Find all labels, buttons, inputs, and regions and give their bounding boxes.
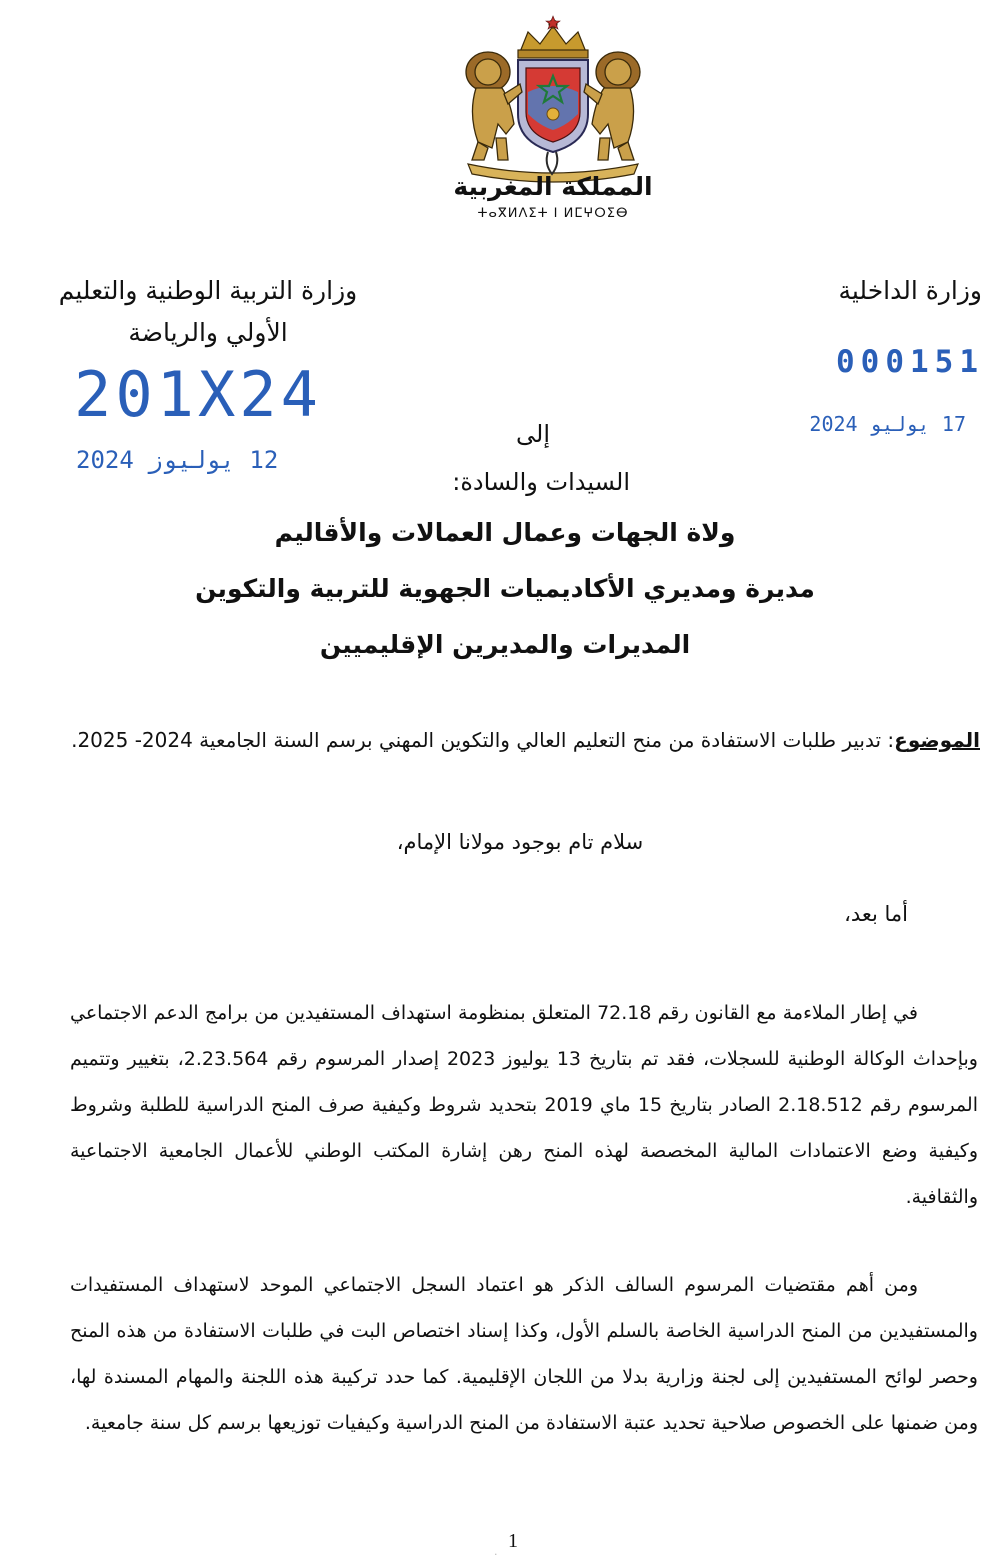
opening-phrase: أما بعد،	[844, 902, 908, 926]
ministry-education-line2: الأولي والرياضة	[128, 318, 288, 347]
greeting: سلام تام بوجود مولانا الإمام،	[396, 830, 644, 854]
stamp-date-right-day: 17	[941, 412, 966, 436]
stamp-date-left-year: 2024	[76, 446, 134, 474]
stamp-date-right-month: يوليو	[869, 412, 930, 436]
paragraph-1	[70, 990, 978, 1220]
addressee-to: إلى	[516, 420, 550, 448]
page-number: 1	[508, 1530, 518, 1552]
subject-label: الموضوع	[894, 728, 980, 752]
kingdom-name-arabic: المملكة المغربية	[453, 172, 653, 201]
ministry-education-line1: وزارة التربية الوطنية والتعليم	[58, 276, 358, 305]
reference-number-left: 201X24	[74, 358, 322, 431]
kingdom-name-tifinagh: ⵜⴰⴳⵍⴷⵉⵜ ⵏ ⵍⵎⵖⵔⵉⴱ	[477, 206, 629, 221]
reference-number-right: 000151	[836, 344, 984, 380]
stamp-date-left-month: يوليوز	[148, 446, 235, 474]
addressee-line-3: المديرات والمديرين الإقليميين	[319, 630, 691, 659]
stamp-date-right	[809, 412, 966, 436]
stamp-date-right-year: 2024	[809, 412, 858, 436]
stamp-date-left-day: 12	[249, 446, 279, 474]
addressee-salutation: السيدات والسادة:	[452, 468, 630, 496]
ministry-education	[48, 270, 368, 354]
paragraph-2-text: ومن أهم مقتضيات المرسوم السالف الذكر هو اعتماد السجل الاجتماعي الموحد لاستهداف المستفيدات والمستفيدين من المنح الدراسية الخاصة بالسلم الأول، وكذا إسناد اختصاص البت في طلبات الاستفادة من هذه المنح وحصر لوائح المستفيدين إلى لجنة وزارية بدلا من اللجان الإقليمية. كما حدد تركيبة هذه اللجنة والمهام المسندة لها، ومن ضمنها على الخصوص صلاحية تحديد عتبة الاستفادة من المنح الدراسية وكيفيات توزيعها برسم كل سنة جامعية.	[70, 1274, 978, 1434]
addressee-line-2: مديرة ومديري الأكاديميات الجهوية للتربية والتكوين	[195, 574, 815, 603]
addressee-line-1: ولاة الجهات وعمال العمالات والأقاليم	[274, 518, 736, 547]
paragraph-1-text: في إطار الملاءمة مع القانون رقم 72.18 المتعلق بمنظومة استهداف المستفيدين من برامج الدعم الاجتماعي وبإحداث الوكالة الوطنية للسجلات، فقد تم بتاريخ 13 يوليوز 2023 إصدار المرسوم رقم 2.23.564، بتغيير وتتميم المرسوم رقم 2.18.512 الصادر بتاريخ 15 ماي 2019 بتحديد شروط وكيفية صرف المنح الدراسية للطلبة وشروط وكيفية وضع الاعتمادات المالية المخصصة لهذه المنح رهن إشارة المكتب الوطني للأعمال الجامعية الاجتماعية والثقافية.	[70, 1002, 978, 1208]
scan-mark: ·	[494, 1548, 498, 1561]
royal-coat-of-arms-emblem	[448, 14, 658, 184]
subject-line	[20, 728, 980, 752]
ministry-interior: وزارة الداخلية	[838, 276, 982, 305]
paragraph-2	[70, 1262, 978, 1446]
stamp-date-left	[76, 446, 278, 474]
subject-text: : تدبير طلبات الاستفادة من منح التعليم العالي والتكوين المهني برسم السنة الجامعية 2024- 2025.	[71, 728, 895, 752]
